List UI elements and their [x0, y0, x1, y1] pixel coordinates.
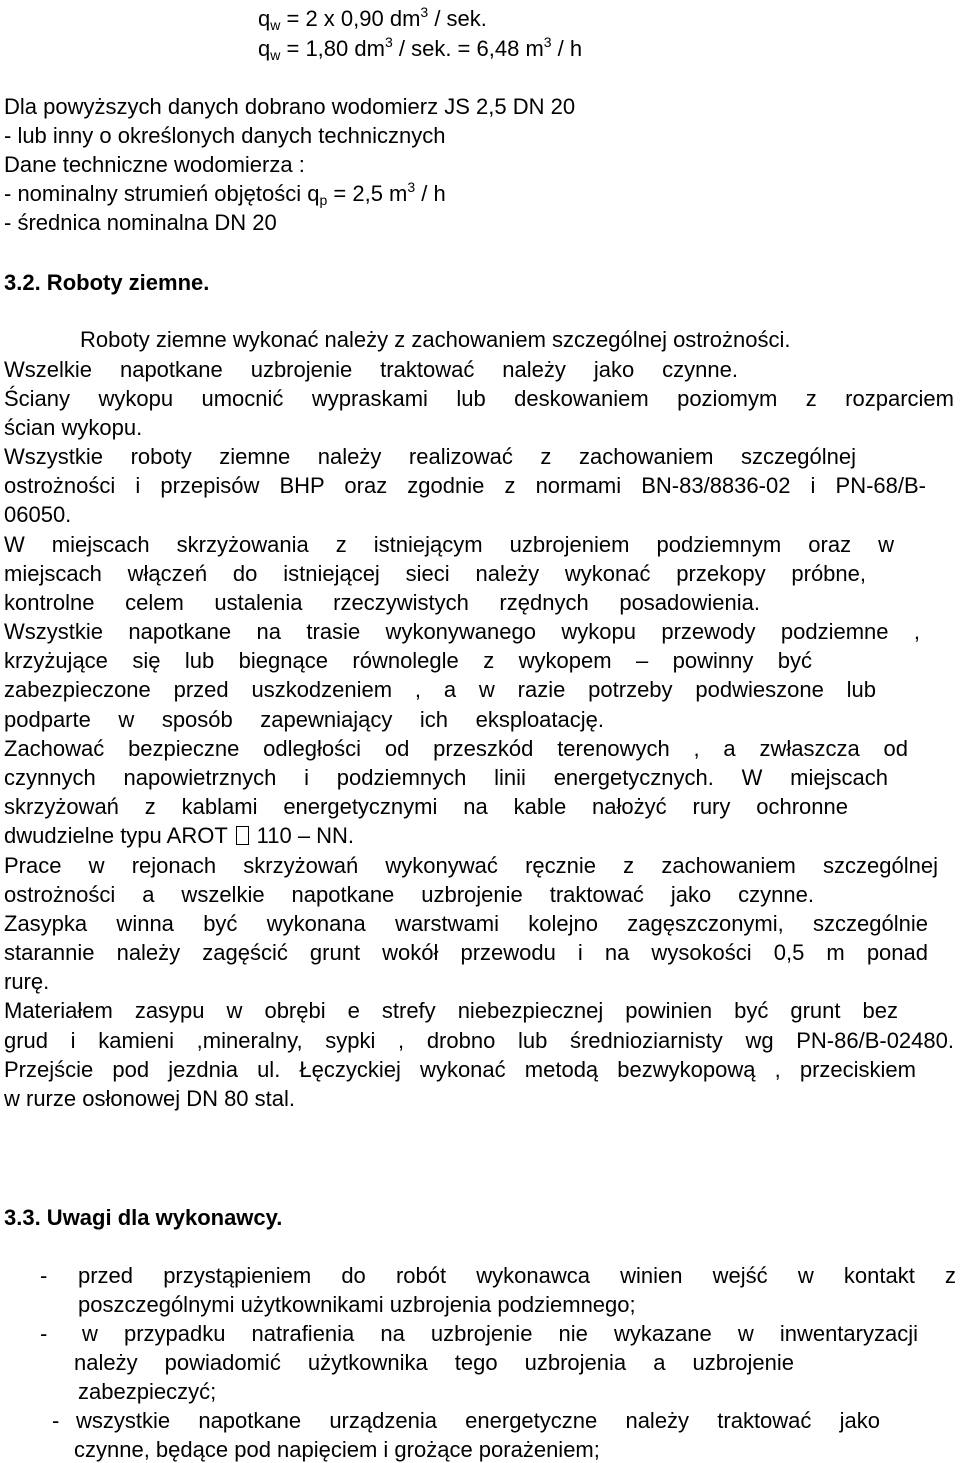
calc-text: = 1,80 dm: [280, 36, 385, 61]
list-item-line: poszczególnymi użytkownikami uzbrojenia podziemnego;: [78, 1292, 636, 1317]
para-line: Ściany wykopu umocnić wypraskami lub deskowaniem poziomym z rozparciem: [4, 386, 954, 411]
list-dash: -: [52, 1408, 60, 1433]
q-symbol: q: [258, 6, 271, 31]
para-line: rurę.: [4, 969, 50, 994]
para-line: Wszelkie napotkane uzbrojenie traktować należy jako czynne.: [4, 357, 738, 382]
para-line: zabezpieczone przed uszkodzeniem , a w razie potrzeby podwieszone lub: [4, 677, 876, 702]
list-item-line: zabezpieczyć;: [78, 1379, 217, 1404]
exponent: 3: [384, 34, 393, 50]
para-line: Przejście pod jezdnia ul. Łęczyckiej wykonać metodą bezwykopową , przeciskiem: [4, 1057, 916, 1082]
para-line: skrzyżowań z kablami energetycznymi na kable nałożyć rury ochronne: [4, 794, 848, 819]
list-item-line: należy powiadomić użytkownika tego uzbrojenia a uzbrojenie: [74, 1350, 794, 1375]
para-line: w rurze osłonowej DN 80 stal.: [4, 1086, 296, 1111]
meter-line: Dla powyższych danych dobrano wodomierz JS 2,5 DN 20: [4, 94, 576, 119]
para-line: Prace w rejonach skrzyżowań wykonywać ręcznie z zachowaniem szczególnej: [4, 853, 938, 878]
flow-calc-line-1: [258, 6, 487, 32]
list-item-line: przed przystąpieniem do robót wykonawca winien wejść w kontakt z: [78, 1263, 956, 1288]
exponent: 3: [407, 179, 416, 195]
calc-text: / h: [551, 36, 583, 61]
exponent: 3: [543, 34, 552, 50]
para-line: podparte w sposób zapewniający ich eksploatację.: [4, 707, 604, 732]
para-line: czynnych napowietrznych i podziemnych linii energetycznych. W miejscach: [4, 765, 888, 790]
calc-text: / sek.: [428, 6, 487, 31]
meter-line: - lub inny o określonych danych technicznych: [4, 123, 446, 148]
meter-flow-line: [4, 181, 446, 207]
meter-line: - średnica nominalna DN 20: [4, 210, 277, 235]
para-line: Wszystkie roboty ziemne należy realizować z zachowaniem szczególnej: [4, 444, 856, 469]
para-line: starannie należy zagęścić grunt wokół przewodu i na wysokości 0,5 m ponad: [4, 940, 928, 965]
list-dash: -: [40, 1263, 48, 1288]
para-line: ostrożności a wszelkie napotkane uzbrojenie traktować jako czynne.: [4, 882, 814, 907]
w-subscript: w: [270, 47, 281, 63]
list-dash: -: [40, 1321, 48, 1346]
section-heading: 3.3. Uwagi dla wykonawcy.: [4, 1205, 283, 1230]
meter-text: / h: [415, 181, 446, 206]
para-line: grud i kamieni ,mineralny, sypki , drobno lub średnioziarnisty wg PN-86/B-02480.: [4, 1028, 954, 1053]
para-line: krzyżujące się lub biegnące równolegle z wykopem – powinny być: [4, 648, 812, 673]
para-line: ścian wykopu.: [4, 415, 143, 440]
list-item-line: w przypadku natrafienia na uzbrojenie nie wykazane w inwentaryzacji: [82, 1321, 918, 1346]
para-line: Materiałem zasypu w obrębi e strefy niebezpiecznej powinien być grunt bez: [4, 998, 898, 1023]
arot-line: [4, 823, 354, 849]
calc-text: / sek. = 6,48 m: [392, 36, 544, 61]
para-line: Wszystkie napotkane na trasie wykonywanego wykopu przewody podziemne ,: [4, 619, 920, 644]
p-subscript: p: [319, 192, 328, 208]
para-line: Zachować bezpieczne odległości od przeszkód terenowych , a zwłaszcza od: [4, 736, 908, 761]
para-line: kontrolne celem ustalenia rzeczywistych rzędnych posadowienia.: [4, 590, 760, 615]
list-item-line: czynne, będące pod napięciem i grożące porażeniem;: [74, 1437, 600, 1462]
para-line: Zasypka winna być wykonana warstwami kolejno zagęszczonymi, szczególnie: [4, 911, 928, 936]
q-symbol: q: [258, 36, 271, 61]
flow-calc-line-2: [258, 36, 582, 62]
missing-glyph-box: [236, 826, 249, 845]
list-item-line: wszystkie napotkane urządzenia energetyczne należy traktować jako: [76, 1408, 880, 1433]
para-line: miejscach włączeń do istniejącej sieci należy wykonać przekopy próbne,: [4, 561, 866, 586]
meter-text: = 2,5 m: [327, 181, 408, 206]
exponent: 3: [420, 4, 429, 20]
para-text: 110 – NN.: [250, 823, 355, 848]
para-text: dwudzielne typu AROT: [4, 823, 228, 848]
para-line: 06050.: [4, 502, 72, 527]
para-line: ostrożności i przepisów BHP oraz zgodnie z normami BN-83/8836-02 i PN-68/B-: [4, 473, 926, 498]
calc-text: = 2 x 0,90 dm: [280, 6, 421, 31]
w-subscript: w: [270, 17, 281, 33]
para-line: W miejscach skrzyżowania z istniejącym uzbrojeniem podziemnym oraz w: [4, 532, 894, 557]
section-heading: 3.2. Roboty ziemne.: [4, 270, 210, 295]
meter-text: - nominalny strumień objętości q: [4, 181, 320, 206]
meter-line: Dane techniczne wodomierza :: [4, 152, 305, 177]
para-line: Roboty ziemne wykonać należy z zachowaniem szczególnej ostrożności.: [80, 327, 791, 352]
